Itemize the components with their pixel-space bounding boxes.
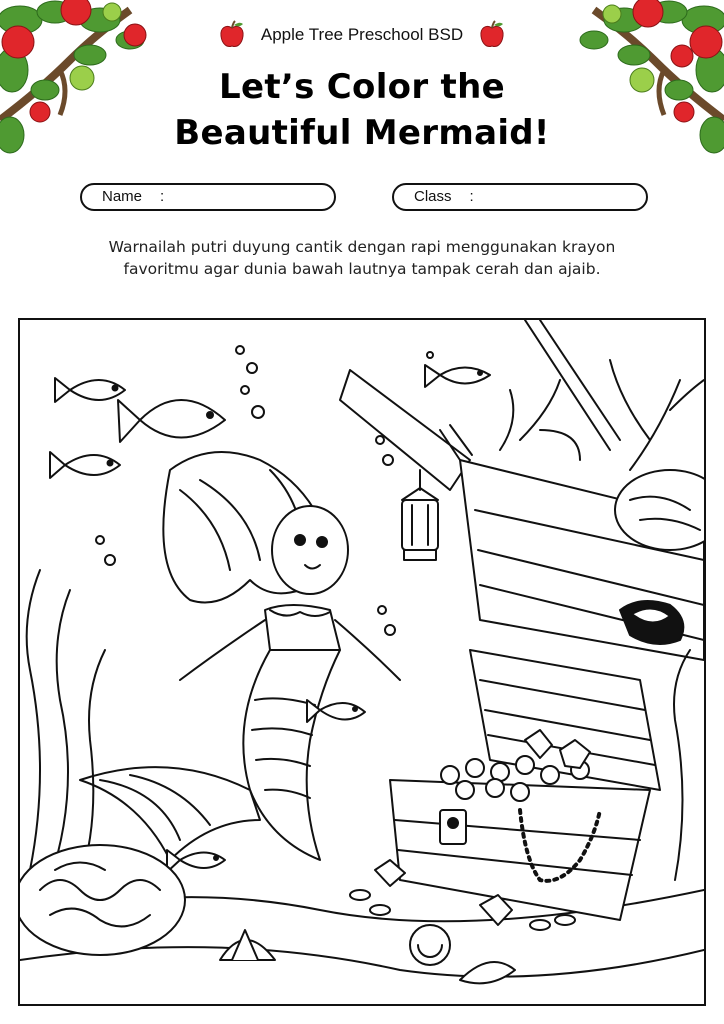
apple-icon xyxy=(217,20,247,50)
lantern-illustration xyxy=(402,470,438,560)
instructions xyxy=(60,236,664,280)
class-field[interactable] xyxy=(392,183,648,211)
class-colon: : xyxy=(469,188,474,205)
class-label: Class xyxy=(414,188,452,205)
apple-icon xyxy=(477,20,507,50)
mermaid-illustration xyxy=(80,452,400,860)
treasure-chest-illustration xyxy=(390,650,660,920)
page-title xyxy=(0,64,724,156)
title-line-2: Beautiful Mermaid! xyxy=(174,113,550,153)
brain-coral-illustration xyxy=(20,845,185,955)
name-colon: : xyxy=(160,188,165,205)
instructions-line-1: Warnailah putri duyung cantik dengan rapi menggunakan krayon xyxy=(108,238,616,256)
school-header xyxy=(0,20,724,50)
name-label: Name xyxy=(102,188,143,205)
name-field[interactable] xyxy=(80,183,336,211)
seashell-illustration xyxy=(220,925,515,983)
title-line-1: Let’s Color the xyxy=(219,67,505,107)
coloring-illustration xyxy=(18,318,706,1006)
instructions-line-2: favoritmu agar dunia bawah lautnya tampak cerah dan ajaib. xyxy=(123,260,601,278)
school-name: Apple Tree Preschool BSD xyxy=(260,25,464,44)
